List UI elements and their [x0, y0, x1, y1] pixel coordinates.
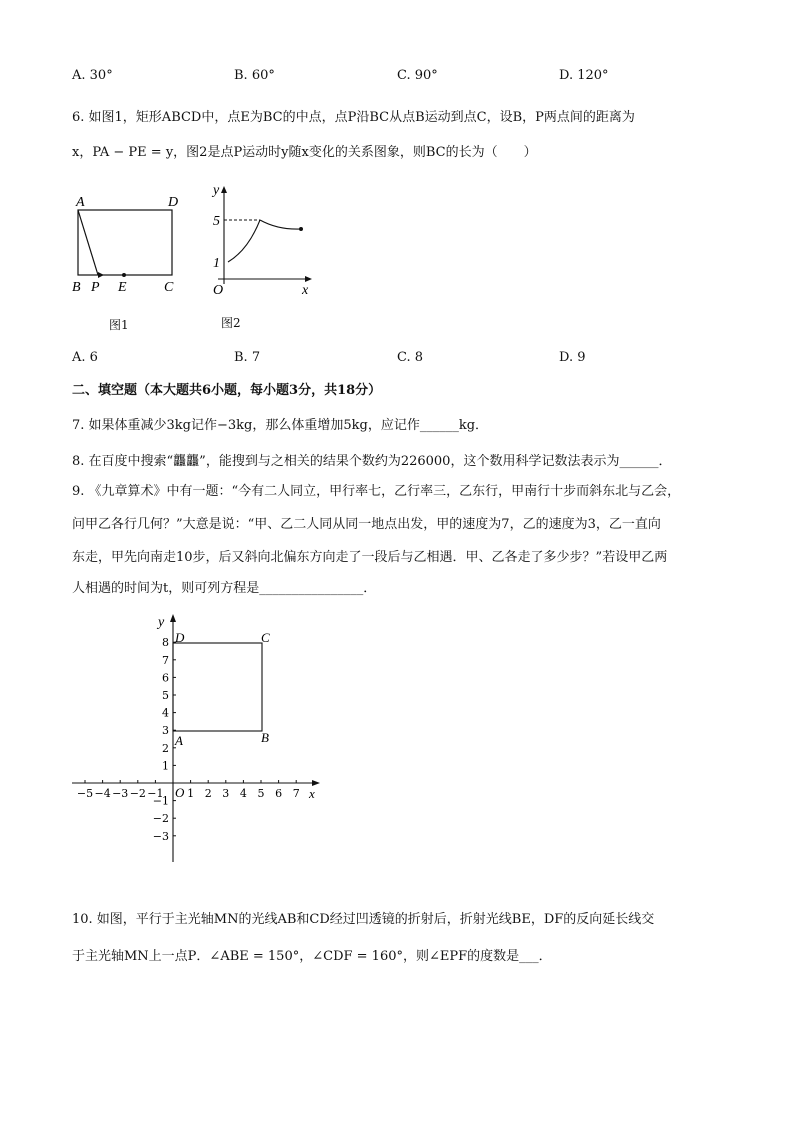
q6-text-line2: x，PA − PE = y，图2是点P运动时y随x变化的关系图象，则BC的长为（ ） [72, 145, 537, 160]
q6-figure2-graph [208, 180, 318, 300]
label-y: y [213, 183, 220, 198]
q5-option-c: C. 90° [397, 68, 438, 83]
q6-option-a: A. 6 [72, 350, 98, 365]
y-tick-label: 7 [162, 653, 169, 667]
x-tick-label: 1 [187, 787, 195, 800]
section2-heading: 二、填空题（本大题共6小题，每小题3分，共18分） [72, 383, 382, 398]
q6-figure2-caption: 图2 [221, 316, 241, 330]
q9-text-line3: 东走，甲先向南走10步，后又斜向北偏东方向走了一段后与乙相遇．甲、乙各走了多少步？”若设甲乙两 [72, 550, 668, 565]
q8-text: 8. 在百度中搜索“龘龘”，能搜到与之相关的结果个数约为226000，这个数用科学记数法表示为______． [72, 454, 672, 469]
y-tick-label: 8 [162, 636, 169, 650]
curve-rising [228, 220, 260, 262]
y-tick-label: 3 [162, 724, 169, 738]
q5-option-b: B. 60° [234, 68, 275, 83]
rectangle-abcd [78, 210, 172, 275]
label-5: 5 [213, 214, 220, 229]
q5-option-d: D. 120° [559, 68, 609, 83]
label-p: P [91, 280, 100, 295]
x-tick-label: −2 [129, 787, 146, 800]
label-a: A [76, 195, 85, 210]
label-d: D [175, 630, 185, 645]
x-tick-label: −4 [94, 787, 111, 800]
y-tick-label: −1 [152, 794, 169, 808]
y-tick-label: 6 [162, 671, 169, 685]
q6-option-d: D. 9 [559, 350, 586, 365]
rectangle-abcd [173, 643, 262, 731]
curve-endpoint [299, 227, 303, 231]
x-tick-label: −3 [112, 787, 129, 800]
q9-text-line2: 问甲乙各行几何？”大意是说：“甲、乙二人同从同一地点出发，甲的速度为7，乙的速度为3，乙一直向 [72, 517, 661, 532]
y-axis-arrow [170, 614, 176, 622]
label-x: x [302, 283, 309, 298]
label-b: B [72, 280, 81, 295]
y-tick-label: 1 [162, 759, 169, 773]
coordinate-plane-figure [70, 612, 330, 867]
q9-text-line4: 人相遇的时间为t，则可列方程是________________． [72, 581, 377, 596]
label-d: D [168, 195, 179, 210]
point-e [122, 273, 126, 277]
x-tick-label: 2 [204, 787, 212, 800]
x-tick-label: 6 [275, 787, 283, 800]
curve-falling [260, 220, 301, 229]
y-tick-label: 5 [162, 689, 169, 702]
x-tick-label: 7 [292, 787, 300, 800]
y-tick-label: −3 [152, 829, 169, 843]
label-x-axis: x [309, 786, 315, 801]
q6-text-line1: 6. 如图1，矩形ABCD中，点E为BC的中点，点P沿BC从点B运动到点C，设B，P两点间的距离为 [72, 110, 635, 125]
q5-option-a: A. 30° [72, 68, 113, 83]
label-1: 1 [213, 256, 220, 271]
label-a: A [175, 733, 183, 748]
arrow-p [98, 272, 104, 278]
x-tick-label: −1 [147, 787, 164, 800]
q7-text: 7. 如果体重减少3kg记作−3kg，那么体重增加5kg，应记作______kg． [72, 418, 489, 433]
q9-text-line1: 9. 《九章算术》中有一题：“今有二人同立，甲行率七，乙行率三，乙东行，甲南行十步而斜东北与乙会， [72, 484, 681, 499]
q6-option-b: B. 7 [234, 350, 261, 365]
q6-figure1-rectangle [68, 190, 188, 300]
q10-text-line2: 于主光轴MN上一点P．∠ABE = 150°，∠CDF = 160°，则∠EPF的度数是___． [72, 949, 552, 964]
y-tick-label: 2 [162, 741, 169, 755]
y-tick-label: 4 [162, 706, 169, 720]
label-c: C [164, 280, 174, 295]
q6-option-c: C. 8 [397, 350, 424, 365]
q6-figure1-caption: 图1 [109, 318, 129, 332]
x-tick-label: −5 [76, 787, 94, 800]
x-tick-label: 5 [257, 787, 265, 800]
x-tick-label: 4 [239, 787, 247, 800]
y-tick-label: −2 [152, 812, 169, 826]
y-axis-arrow [221, 186, 227, 193]
x-tick-label: 3 [222, 787, 230, 800]
label-y-axis: y [158, 615, 165, 630]
label-b: B [261, 730, 269, 745]
x-axis-arrow [305, 276, 312, 282]
label-e: E [118, 280, 127, 295]
q10-text-line1: 10. 如图，平行于主光轴MN的光线AB和CD经过凹透镜的折射后，折射光线BE，DF的反向延长线交 [72, 912, 655, 927]
label-origin: O [175, 785, 185, 800]
label-o: O [213, 283, 224, 298]
segment-pa [78, 210, 98, 275]
label-c: C [261, 630, 270, 645]
